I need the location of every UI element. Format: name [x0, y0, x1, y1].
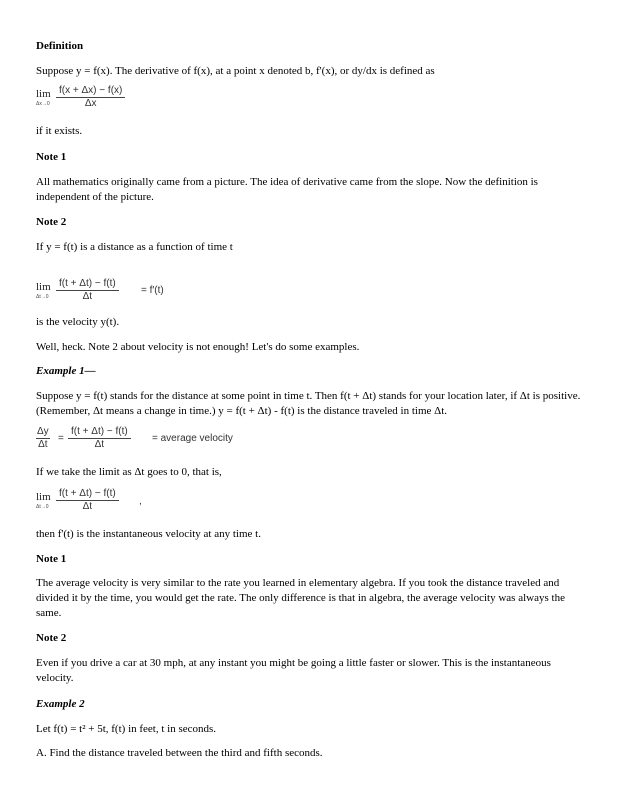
fraction-denominator: Δt [38, 439, 48, 450]
example1-conclusion: then f'(t) is the instantaneous velocity at any time t. [36, 528, 261, 540]
note2-after: is the velocity y(t). [36, 316, 120, 328]
fraction-denominator: Δx [84, 98, 97, 109]
difference-quotient [56, 85, 125, 110]
formula-comma: , [139, 496, 142, 507]
example1-note1-text: The average velocity is very similar to the rate you learned in elementary algebra. If you took the distance traveled and divided it by the time, you would get the rate. The only difference is that in algebra, the average velocity was always the same. [36, 577, 565, 619]
lim-subscript: Δt→0 [36, 504, 49, 510]
note1-heading: Note 1 [36, 151, 67, 163]
average-velocity-formula [36, 426, 286, 456]
note2-remark: Well, heck. Note 2 about velocity is not enough! Let's do some examples. [36, 341, 360, 353]
equals-sign: = [58, 433, 64, 444]
velocity-limit-formula [36, 278, 216, 308]
lim-subscript: Δt→0 [36, 294, 49, 300]
definition-intro: Suppose y = f(x). The derivative of f(x), at a point x denoted b, f'(x), or dy/dx is defined as [36, 65, 435, 77]
fraction-denominator: Δt [82, 501, 93, 512]
lim-operator: lim [36, 281, 51, 293]
example1-note2-heading: Note 2 [36, 632, 67, 644]
example1-limit-intro: If we take the limit as Δt goes to 0, that is, [36, 466, 222, 478]
fraction-numerator: f(t + Δt) − f(t) [59, 278, 116, 289]
example2-part-a: A. Find the distance traveled between the third and fifth seconds. [36, 747, 323, 759]
fraction-numerator: f(t + Δt) − f(t) [71, 426, 128, 437]
example2-heading: Example 2 [36, 698, 85, 710]
instantaneous-velocity-formula [36, 488, 176, 518]
derivative-definition-formula [36, 85, 176, 115]
definition-heading: Definition [36, 40, 84, 52]
definition-after: if it exists. [36, 125, 83, 137]
lim-operator: lim [36, 491, 51, 503]
lim-operator: lim [36, 88, 51, 100]
lim-subscript: Δx→0 [36, 101, 50, 107]
example1-note2-text: Even if you drive a car at 30 mph, at any instant you might be going a little faster or slower. This is the instantaneous velocity. [36, 657, 551, 684]
fraction-numerator: f(t + Δt) − f(t) [59, 488, 116, 499]
example1-text: Suppose y = f(t) stands for the distance at some point in time t. Then f(t + Δt) stands for your location later, if Δt is positive. (Remember, Δt means a change in time.) y = f(t + Δt) - f(t) is the distance traveled in time Δt. [36, 390, 581, 417]
example1-note1-heading: Note 1 [36, 553, 67, 565]
fraction-numerator: f(x + Δx) − f(x) [59, 85, 123, 96]
example2-text: Let f(t) = t² + 5t, f(t) in feet, t in seconds. [36, 723, 217, 735]
note2-heading: Note 2 [36, 216, 67, 228]
difference-quotient [56, 278, 119, 303]
average-velocity-label: = average velocity [152, 433, 233, 444]
note2-intro: If y = f(t) is a distance as a function of time t [36, 241, 233, 253]
fraction-denominator: Δt [82, 291, 93, 302]
difference-quotient [56, 488, 119, 513]
fraction-denominator: Δt [94, 439, 105, 450]
note1-text: All mathematics originally came from a picture. The idea of derivative came from the slope. Now the definition is independent of the picture. [36, 176, 538, 203]
example1-heading: Example 1— [36, 365, 96, 377]
delta-y-over-delta-t [36, 426, 50, 451]
formula-rhs: = f′(t) [141, 285, 164, 296]
difference-quotient [68, 426, 131, 451]
fraction-numerator: Δy [37, 426, 49, 437]
